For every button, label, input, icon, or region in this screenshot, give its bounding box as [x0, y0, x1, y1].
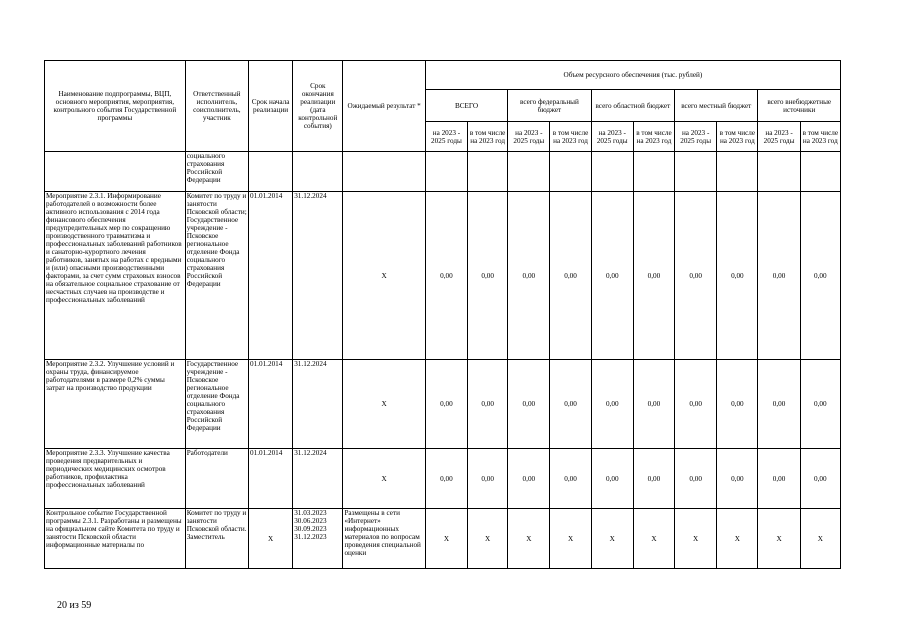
header-sub-year: в том числе на 2023 год	[468, 122, 508, 152]
header-group-federal: всего федеральный бюджет	[508, 90, 591, 122]
cell-value: Х	[591, 509, 633, 569]
program-table-sheet	[44, 60, 841, 569]
header-sub-year: в том числе на 2023 год	[633, 122, 674, 152]
cell-value: Х	[675, 509, 717, 569]
header-group-total: ВСЕГО	[425, 90, 507, 122]
header-sub-period: на 2023 - 2025 годы	[591, 122, 633, 152]
cell-value: 0,00	[508, 360, 550, 449]
header-start: Срок начала реализации	[249, 61, 293, 152]
cell-name: Мероприятие 2.3.2. Улучшение условий и охраны труда, финансируемое работодателями в размере 0,2% суммы затрат на производство продукции	[45, 360, 186, 449]
cell-result: Х	[343, 192, 425, 360]
cell-value: 0,00	[425, 360, 467, 449]
cell-value: 0,00	[800, 192, 840, 360]
cell-executor: Комитет по труду и занятости Псковской области. Заместитель	[185, 509, 248, 569]
cell-name	[45, 152, 186, 192]
cell-value	[758, 152, 800, 192]
cell-value: 0,00	[468, 360, 508, 449]
cell-value: 0,00	[508, 192, 550, 360]
header-executor: Ответственный исполнитель, соисполнитель, участник	[185, 61, 248, 152]
cell-value: 0,00	[425, 192, 467, 360]
table-row	[45, 192, 841, 360]
header-sub-period: на 2023 - 2025 годы	[675, 122, 717, 152]
cell-value: Х	[633, 509, 674, 569]
cell-executor: Комитет по труду и занятости Псковской области; Государственное учреждение - Псковское региональное отделение Фонда социального страхования Российской Федерации	[185, 192, 248, 360]
cell-value: 0,00	[550, 192, 591, 360]
cell-value	[550, 152, 591, 192]
cell-value: Х	[468, 509, 508, 569]
cell-end: 31.12.2024	[293, 449, 343, 509]
cell-start: 01.01.2014	[249, 449, 293, 509]
header-group-extrabudget: всего внебюджетные источники	[758, 90, 841, 122]
table-row	[45, 449, 841, 509]
cell-value: 0,00	[508, 449, 550, 509]
cell-name: Мероприятие 2.3.3. Улучшение качества проведения предварительных и периодических медицинских осмотров работников, профилактика профессиональных заболеваний	[45, 449, 186, 509]
cell-value: 0,00	[591, 192, 633, 360]
header-name: Наименование подпрограммы, ВЦП, основного мероприятия, мероприятия, контрольного события Государственной программы	[45, 61, 186, 152]
cell-value: 0,00	[758, 192, 800, 360]
cell-value: 0,00	[675, 192, 717, 360]
cell-value	[591, 152, 633, 192]
cell-value: Х	[717, 509, 758, 569]
header-group-local: всего местный бюджет	[675, 90, 758, 122]
cell-value: 0,00	[758, 449, 800, 509]
cell-value: 0,00	[550, 449, 591, 509]
header-group-regional: всего областной бюджет	[591, 90, 674, 122]
cell-value: Х	[508, 509, 550, 569]
cell-name: Мероприятие 2.3.1. Информирование работодателей о возможности более активного использования с 2014 года финансового обеспечения предупредительных мер по сокращению производственного травматизма и профессиональных заболеваний работников и санаторно-курортного лечения работников, занятых на работах с вредными и (или) опасными производственными факторами, за счет сумм страховых взносов на обязательное социальное страхование от несчастных случаев на производстве и профессиональных заболеваний	[45, 192, 186, 360]
cell-value: 0,00	[800, 449, 840, 509]
cell-value: 0,00	[425, 449, 467, 509]
cell-end: 31.12.2024	[293, 192, 343, 360]
cell-start: 01.01.2014	[249, 192, 293, 360]
cell-executor: Государственное учреждение - Псковское региональное отделение Фонда социального страхования Российской Федерации	[185, 360, 248, 449]
header-end: Срок окончания реализации (дата контрольной события)	[293, 61, 343, 152]
table-row	[45, 360, 841, 449]
cell-value: 0,00	[675, 360, 717, 449]
header-sub-period: на 2023 - 2025 годы	[508, 122, 550, 152]
cell-value	[717, 152, 758, 192]
cell-value: Х	[550, 509, 591, 569]
header-result: Ожидаемый результат *	[343, 61, 425, 152]
cell-end: 31.12.2024	[293, 360, 343, 449]
page-number: 20 из 59	[57, 600, 92, 611]
cell-value: 0,00	[468, 192, 508, 360]
header-resources: Объем ресурсного обеспечения (тыс. рублей)	[425, 61, 840, 90]
cell-value: 0,00	[550, 360, 591, 449]
cell-value	[425, 152, 467, 192]
cell-value: 0,00	[468, 449, 508, 509]
header-sub-period: на 2023 - 2025 годы	[425, 122, 467, 152]
cell-value: 0,00	[591, 360, 633, 449]
cell-value: 0,00	[591, 449, 633, 509]
cell-name: Контрольное событие Государственной программы 2.3.1. Разработаны и размещены на официальном сайте Комитета по труду и занятости Псковской области информационные материалы по	[45, 509, 186, 569]
cell-start	[249, 152, 293, 192]
cell-value	[633, 152, 674, 192]
cell-value: 0,00	[717, 449, 758, 509]
header-sub-year: в том числе на 2023 год	[550, 122, 591, 152]
header-sub-period: на 2023 - 2025 годы	[758, 122, 800, 152]
cell-value: 0,00	[800, 360, 840, 449]
cell-value: 0,00	[633, 449, 674, 509]
resource-table	[44, 60, 841, 569]
cell-value: 0,00	[675, 449, 717, 509]
cell-result: Х	[343, 449, 425, 509]
header-sub-year: в том числе на 2023 год	[717, 122, 758, 152]
cell-end	[293, 152, 343, 192]
cell-value: 0,00	[717, 192, 758, 360]
table-row	[45, 509, 841, 569]
cell-value: Х	[800, 509, 840, 569]
cell-value: 0,00	[758, 360, 800, 449]
cell-result	[343, 152, 425, 192]
cell-start: Х	[249, 509, 293, 569]
cell-value	[468, 152, 508, 192]
cell-value: Х	[425, 509, 467, 569]
cell-value: Х	[758, 509, 800, 569]
cell-result: Размещены в сети «Интернет» информационных материалов по вопросам проведения специальной оценки	[343, 509, 425, 569]
header-sub-year: в том числе на 2023 год	[800, 122, 840, 152]
cell-value: 0,00	[717, 360, 758, 449]
cell-value	[508, 152, 550, 192]
cell-start: 01.01.2014	[249, 360, 293, 449]
cell-value	[675, 152, 717, 192]
cell-executor: социального страхования Российской Федерации	[185, 152, 248, 192]
table-row	[45, 152, 841, 192]
cell-value: 0,00	[633, 192, 674, 360]
cell-value: 0,00	[633, 360, 674, 449]
cell-end: 31.03.2023 30.06.2023 30.09.2023 31.12.2023	[293, 509, 343, 569]
cell-executor: Работодатели	[185, 449, 248, 509]
cell-result: Х	[343, 360, 425, 449]
cell-value	[800, 152, 840, 192]
